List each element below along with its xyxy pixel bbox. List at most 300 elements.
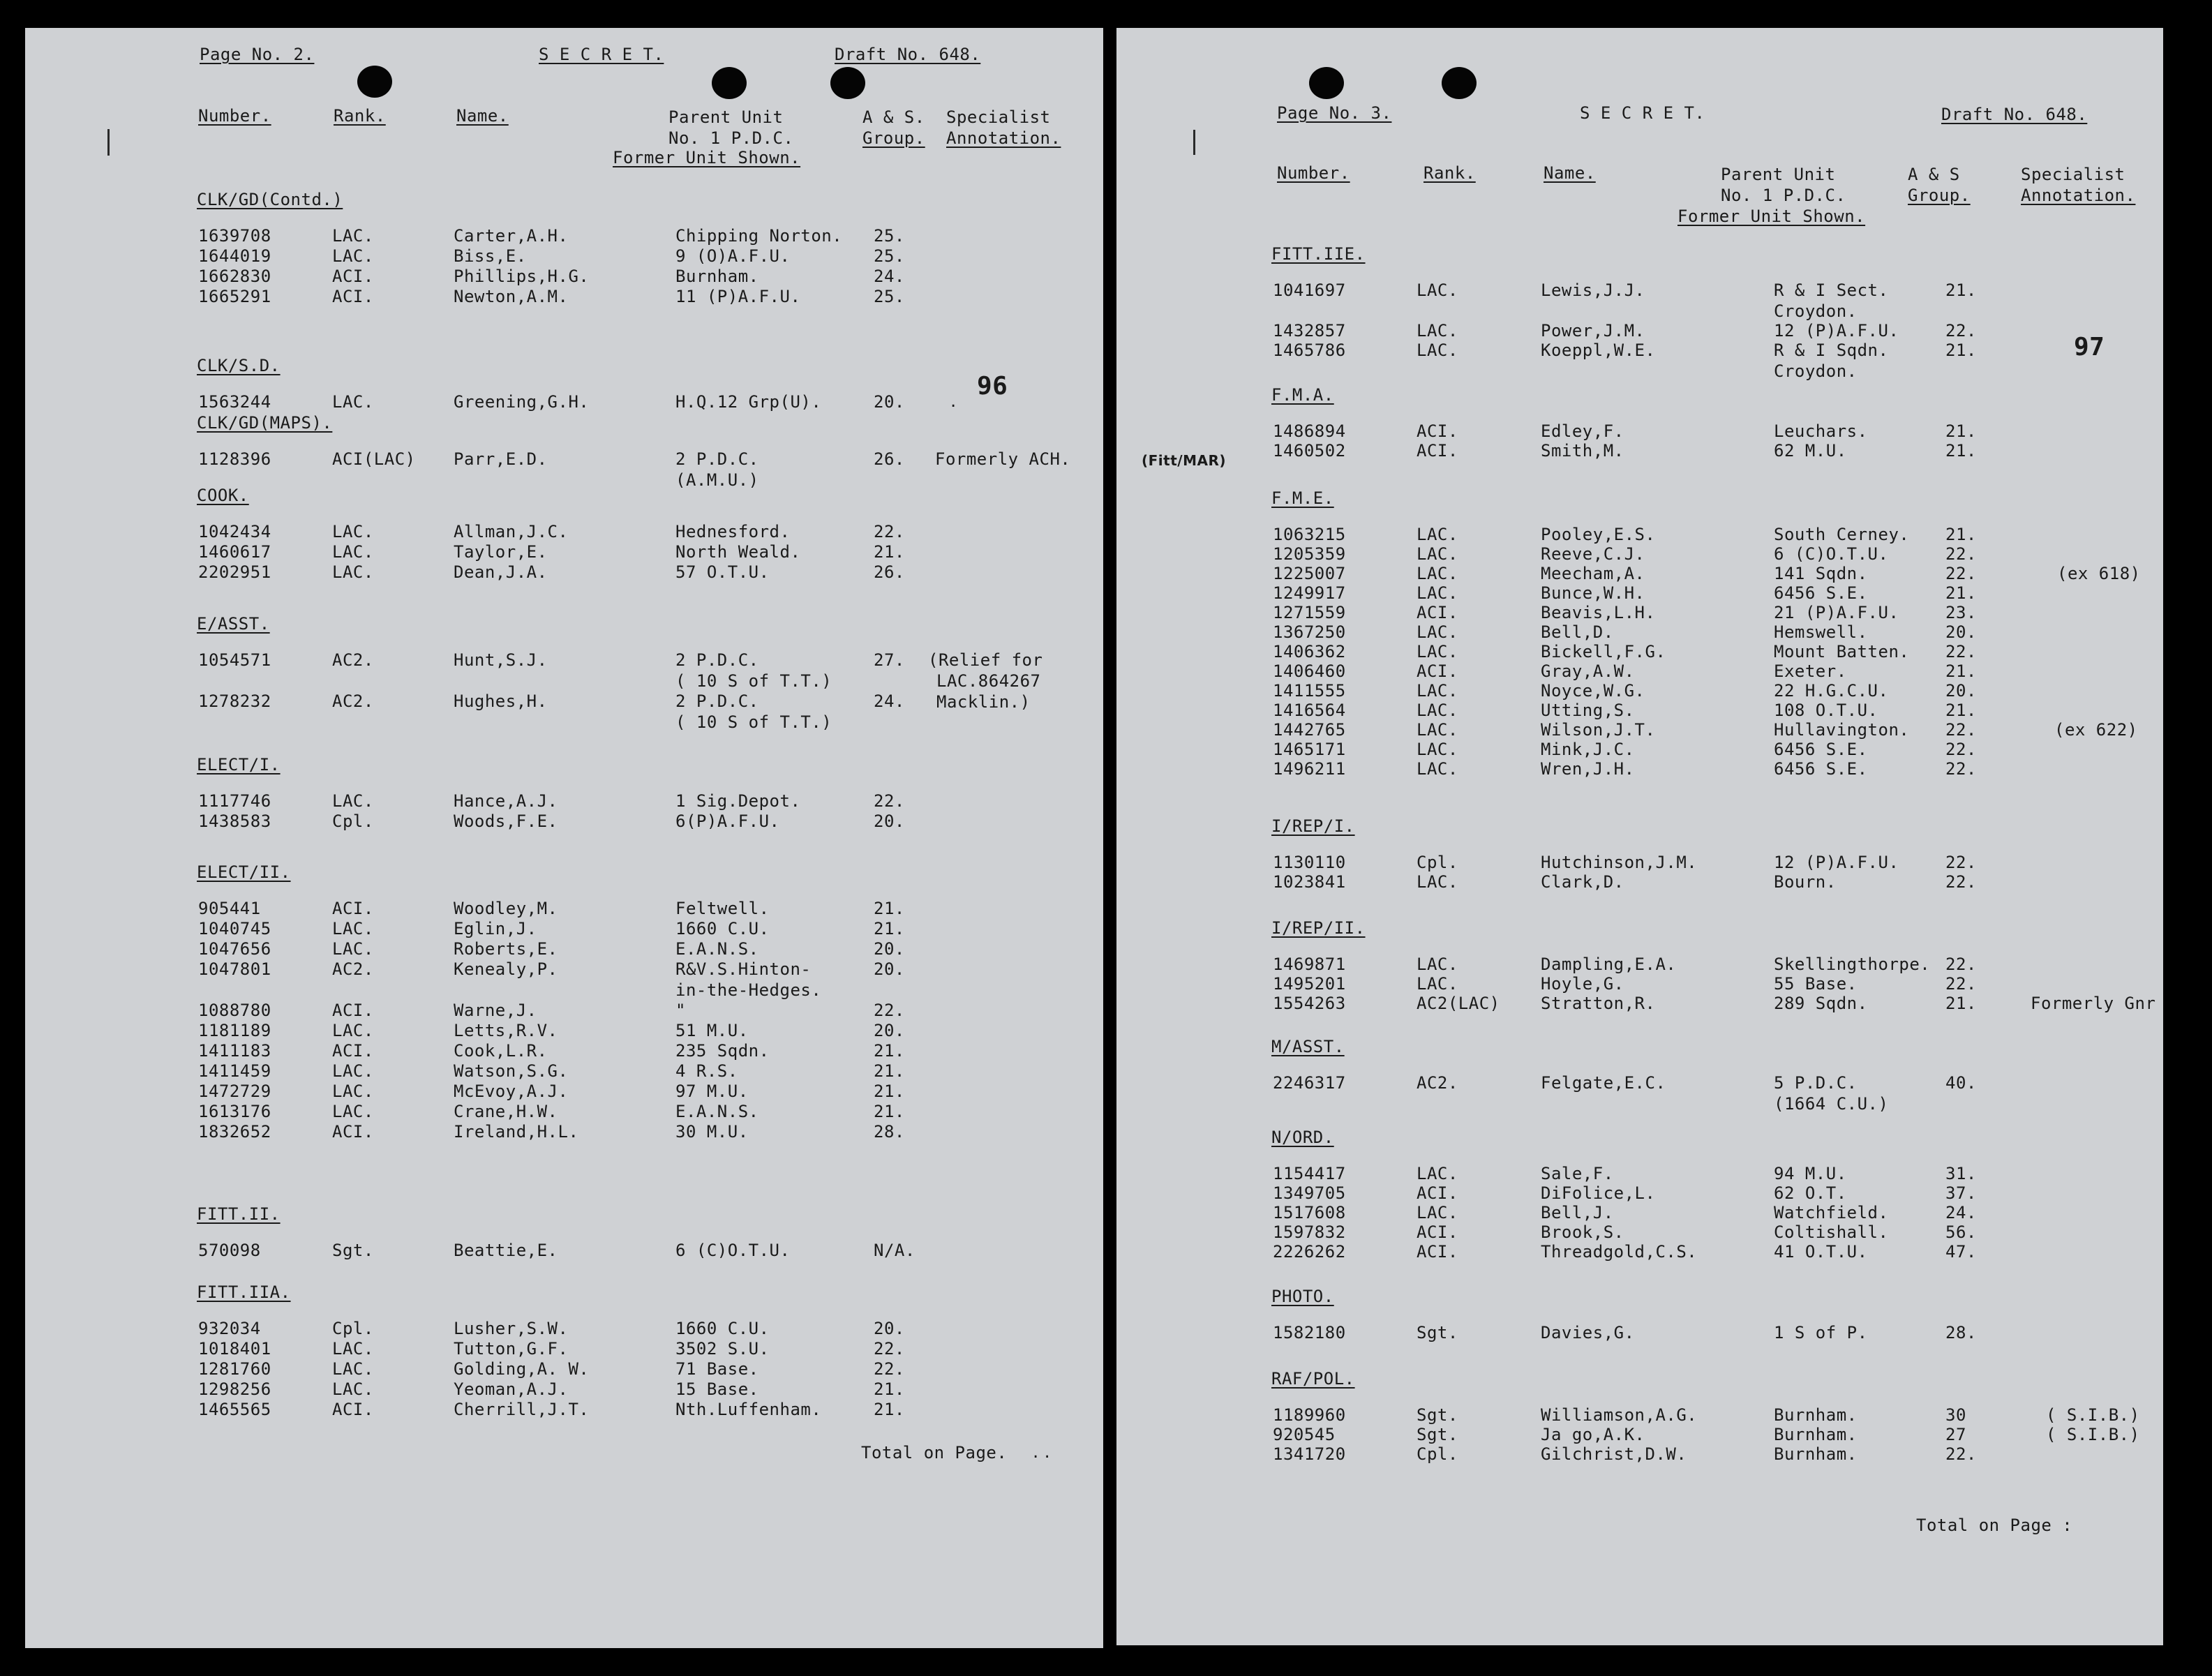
col-header-group: A & S: [1908, 165, 1960, 184]
airman-name: Parr,E.D.: [454, 449, 548, 469]
airman-name: Bell,D.: [1541, 622, 1614, 642]
as-group: 22.: [1945, 642, 1977, 661]
as-group: 21.: [1945, 994, 1977, 1013]
parent-unit: 62 O.T.: [1774, 1183, 1847, 1203]
service-number: 1047801: [198, 959, 271, 979]
parent-unit: 6456 S.E.: [1774, 740, 1868, 759]
as-group: 20.: [1945, 622, 1977, 642]
parent-unit: 15 Base.: [675, 1379, 759, 1399]
section-heading: F.M.E.: [1271, 488, 1334, 508]
airman-name: Eglin,J.: [454, 919, 537, 938]
rank: ACI.: [1417, 1242, 1458, 1262]
rank: AC2.: [1417, 1073, 1458, 1093]
as-group: 56.: [1945, 1222, 1977, 1242]
airman-name: Cook,L.R.: [454, 1041, 548, 1061]
parent-unit: Bourn.: [1774, 872, 1837, 892]
rank: LAC.: [1417, 1203, 1458, 1222]
airman-name: Hunt,S.J.: [454, 650, 548, 670]
parent-unit: 97 M.U.: [675, 1082, 749, 1101]
airman-name: Bunce,W.H.: [1541, 583, 1645, 603]
airman-name: Gilchrist,D.W.: [1541, 1444, 1687, 1464]
rank: LAC.: [1417, 525, 1458, 544]
col-header-group: Group.: [1908, 186, 1971, 205]
section-heading: F.M.A.: [1271, 385, 1334, 405]
parent-unit: 6(P)A.F.U.: [675, 811, 780, 831]
service-number: 570098: [198, 1241, 261, 1260]
parent-unit: 9 (O)A.F.U.: [675, 246, 791, 266]
handwritten-margin-note: (Fitt/MAR): [1142, 452, 1227, 469]
service-number: 1225007: [1273, 564, 1346, 583]
airman-name: Kenealy,P.: [454, 959, 558, 979]
col-header-specialist: Annotation.: [2021, 186, 2136, 205]
rank: ACI.: [1417, 441, 1458, 461]
rank: LAC.: [332, 522, 374, 541]
rank: LAC.: [1417, 583, 1458, 603]
section-heading: ELECT/II.: [197, 862, 291, 882]
parent-unit: E.A.N.S.: [675, 939, 759, 959]
parent-unit: 6456 S.E.: [1774, 583, 1868, 603]
service-number: 1411555: [1273, 681, 1346, 701]
service-number: 1465171: [1273, 740, 1346, 759]
airman-name: Smith,M.: [1541, 441, 1624, 461]
parent-unit: 11 (P)A.F.U.: [675, 287, 801, 306]
as-group: 26.: [874, 562, 905, 582]
service-number: 1042434: [198, 522, 271, 541]
parent-unit: 71 Base.: [675, 1359, 759, 1379]
parent-unit: ( 10 S of T.T.): [675, 671, 832, 691]
parent-unit: Hemswell.: [1774, 622, 1868, 642]
as-group: 24.: [874, 267, 905, 286]
rank: Cpl.: [1417, 1444, 1458, 1464]
as-group: 21.: [1945, 341, 1977, 360]
as-group: 27: [1945, 1425, 1966, 1444]
airman-name: Greening,G.H.: [454, 392, 590, 412]
col-header-number: Number.: [1277, 163, 1350, 183]
rank: LAC.: [332, 1359, 374, 1379]
parent-unit: Burnham.: [1774, 1444, 1858, 1464]
parent-unit: 30 M.U.: [675, 1122, 749, 1142]
parent-unit: 2 P.D.C.: [675, 449, 759, 469]
rank: LAC.: [1417, 720, 1458, 740]
airman-name: Beattie,E.: [454, 1241, 558, 1260]
service-number: 2246317: [1273, 1073, 1346, 1093]
rank: LAC.: [1417, 544, 1458, 564]
parent-unit: 6 (C)O.T.U.: [1774, 544, 1889, 564]
service-number: 1438583: [198, 811, 271, 831]
rank: LAC.: [1417, 564, 1458, 583]
as-group: 22.: [874, 1359, 905, 1379]
airman-name: Yeoman,A.J.: [454, 1379, 569, 1399]
as-group: 23.: [1945, 603, 1977, 622]
rank: ACI.: [332, 267, 374, 286]
parent-unit: 2 P.D.C.: [675, 691, 759, 711]
airman-name: Biss,E.: [454, 246, 527, 266]
airman-name: Power,J.M.: [1541, 321, 1645, 341]
parent-unit: 6456 S.E.: [1774, 759, 1868, 779]
rank: Sgt.: [332, 1241, 374, 1260]
col-header-specialist: Specialist: [2021, 165, 2125, 184]
parent-unit: Exeter.: [1774, 661, 1847, 681]
parent-unit: Burnham.: [1774, 1405, 1858, 1425]
as-group: 22.: [1945, 740, 1977, 759]
service-number: 1495201: [1273, 974, 1346, 994]
service-number: 1472729: [198, 1082, 271, 1101]
parent-unit: Nth.Luffenham.: [675, 1400, 822, 1419]
service-number: 1465565: [198, 1400, 271, 1419]
parent-unit: Feltwell.: [675, 899, 770, 918]
service-number: 932034: [198, 1319, 261, 1338]
airman-name: Taylor,E.: [454, 542, 548, 562]
parent-unit: ( 10 S of T.T.): [675, 712, 832, 732]
parent-unit: R & I Sqdn.: [1774, 341, 1889, 360]
col-header-rank: Rank.: [334, 106, 386, 126]
as-group: 24.: [874, 691, 905, 711]
as-group: 20.: [874, 811, 905, 831]
service-number: 1271559: [1273, 603, 1346, 622]
as-group: 40.: [1945, 1073, 1977, 1093]
airman-name: Tutton,G.F.: [454, 1339, 569, 1359]
section-heading: CLK/GD(MAPS).: [197, 413, 333, 433]
service-number: 920545: [1273, 1425, 1336, 1444]
as-group: 21.: [1945, 525, 1977, 544]
service-number: 1406460: [1273, 661, 1346, 681]
airman-name: Hutchinson,J.M.: [1541, 853, 1698, 872]
airman-name: Hughes,H.: [454, 691, 548, 711]
rank: LAC.: [332, 1021, 374, 1040]
as-group: 25.: [874, 287, 905, 306]
specialist-annotation: Formerly ACH.: [935, 449, 1071, 469]
specialist-annotation: ( S.I.B.): [2046, 1405, 2140, 1425]
rank: LAC.: [332, 1082, 374, 1101]
right-document-page: [1116, 28, 2163, 1645]
parent-unit: E.A.N.S.: [675, 1102, 759, 1121]
parent-unit: 41 O.T.U.: [1774, 1242, 1868, 1262]
service-number: 1597832: [1273, 1222, 1346, 1242]
as-group: 22.: [1945, 974, 1977, 994]
rank: LAC.: [332, 1339, 374, 1359]
airman-name: Warne,J.: [454, 1001, 537, 1020]
col-header-number: Number.: [198, 106, 271, 126]
parent-unit: 94 M.U.: [1774, 1164, 1847, 1183]
parent-unit: 1660 C.U.: [675, 919, 770, 938]
airman-name: Threadgold,C.S.: [1541, 1242, 1698, 1262]
rank: AC2.: [332, 959, 374, 979]
airman-name: Edley,F.: [1541, 421, 1624, 441]
rank: ACI.: [332, 1001, 374, 1020]
service-number: 1367250: [1273, 622, 1346, 642]
page-total-label: Total on Page.: [861, 1443, 1008, 1462]
service-number: 1442765: [1273, 720, 1346, 740]
service-number: 905441: [198, 899, 261, 918]
airman-name: Davies,G.: [1541, 1323, 1635, 1342]
parent-unit: 62 M.U.: [1774, 441, 1847, 461]
parent-unit: Hednesford.: [675, 522, 791, 541]
rank: ACI.: [1417, 661, 1458, 681]
parent-unit: 289 Sqdn.: [1774, 994, 1868, 1013]
airman-name: Clark,D.: [1541, 872, 1624, 892]
service-number: 1613176: [198, 1102, 271, 1121]
section-heading: COOK.: [197, 486, 249, 505]
col-header-parent: No. 1 P.D.C.: [1721, 186, 1846, 205]
parent-unit: 1 Sig.Depot.: [675, 791, 801, 811]
parent-unit: Burnham.: [675, 267, 759, 286]
folio-number: 96: [977, 372, 1008, 401]
parent-unit: (A.M.U.): [675, 470, 759, 490]
airman-name: Hance,A.J.: [454, 791, 558, 811]
airman-name: Newton,A.M.: [454, 287, 569, 306]
col-header-parent: Former Unit Shown.: [1677, 207, 1866, 226]
rank: ACI.: [332, 1041, 374, 1061]
draft-number: Draft No. 648.: [1941, 105, 2088, 124]
as-group: 21.: [874, 1082, 905, 1101]
parent-unit: Croydon.: [1774, 361, 1858, 381]
service-number: 1088780: [198, 1001, 271, 1020]
parent-unit: 6 (C)O.T.U.: [675, 1241, 791, 1260]
rank: AC2.: [332, 650, 374, 670]
rank: LAC.: [332, 939, 374, 959]
parent-unit: Coltishall.: [1774, 1222, 1889, 1242]
airman-name: Ja go,A.K.: [1541, 1425, 1645, 1444]
rank: LAC.: [1417, 740, 1458, 759]
rank: ACI(LAC): [332, 449, 416, 469]
as-group: 22.: [874, 522, 905, 541]
section-heading: I/REP/I.: [1271, 816, 1355, 836]
rank: LAC.: [332, 246, 374, 266]
airman-name: Stratton,R.: [1541, 994, 1656, 1013]
section-heading: RAF/POL.: [1271, 1369, 1355, 1389]
as-group: 22.: [874, 791, 905, 811]
section-heading: CLK/GD(Contd.): [197, 190, 343, 209]
as-group: 27.: [874, 650, 905, 670]
rank: ACI.: [1417, 1222, 1458, 1242]
service-number: 1644019: [198, 246, 271, 266]
rank: ACI.: [1417, 1183, 1458, 1203]
as-group: 21.: [1945, 661, 1977, 681]
rank: LAC.: [332, 919, 374, 938]
airman-name: Lusher,S.W.: [454, 1319, 569, 1338]
col-header-group: Group.: [862, 128, 925, 148]
rank: LAC.: [1417, 341, 1458, 360]
as-group: 21.: [874, 1400, 905, 1419]
as-group: 21.: [1945, 421, 1977, 441]
as-group: 20.: [874, 1021, 905, 1040]
col-header-name: Name.: [1544, 163, 1596, 183]
section-heading: I/REP/II.: [1271, 918, 1366, 938]
draft-number: Draft No. 648.: [835, 45, 981, 64]
airman-name: Crane,H.W.: [454, 1102, 558, 1121]
service-number: 1249917: [1273, 583, 1346, 603]
parent-unit: 22 H.G.C.U.: [1774, 681, 1889, 701]
parent-unit: Hullavington.: [1774, 720, 1910, 740]
as-group: 20.: [874, 1319, 905, 1338]
rank: LAC.: [332, 1102, 374, 1121]
as-group: 20.: [874, 959, 905, 979]
classification: S E C R E T.: [1580, 103, 1705, 123]
ink-dot: .: [950, 391, 957, 412]
rank: ACI.: [332, 1400, 374, 1419]
as-group: 21.: [874, 899, 905, 918]
airman-name: Watson,S.G.: [454, 1061, 569, 1081]
col-header-specialist: Annotation.: [946, 128, 1061, 148]
parent-unit: Mount Batten.: [1774, 642, 1910, 661]
as-group: 22.: [1945, 1444, 1977, 1464]
rank: AC2(LAC): [1417, 994, 1500, 1013]
service-number: 1128396: [198, 449, 271, 469]
col-header-parent: Former Unit Shown.: [613, 148, 801, 167]
as-group: 20.: [874, 939, 905, 959]
as-group: 31.: [1945, 1164, 1977, 1183]
specialist-annotation: Macklin.): [936, 692, 1031, 712]
service-number: 1281760: [198, 1359, 271, 1379]
rank: ACI.: [1417, 603, 1458, 622]
service-number: 1406362: [1273, 642, 1346, 661]
airman-name: Roberts,E.: [454, 939, 558, 959]
airman-name: Dampling,E.A.: [1541, 955, 1677, 974]
as-group: 22.: [1945, 564, 1977, 583]
classification: S E C R E T.: [539, 45, 664, 64]
as-group: 22.: [1945, 955, 1977, 974]
airman-name: Wilson,J.T.: [1541, 720, 1656, 740]
service-number: 1041697: [1273, 280, 1346, 300]
service-number: 1639708: [198, 226, 271, 246]
as-group: 26.: [874, 449, 905, 469]
service-number: 1517608: [1273, 1203, 1346, 1222]
airman-name: Ireland,H.L.: [454, 1122, 579, 1142]
specialist-annotation: (ex 622): [2054, 720, 2138, 740]
parent-unit: Chipping Norton.: [675, 226, 843, 246]
col-header-rank: Rank.: [1423, 163, 1476, 183]
service-number: 1486894: [1273, 421, 1346, 441]
service-number: 1411183: [198, 1041, 271, 1061]
parent-unit: ": [675, 1001, 686, 1020]
col-header-parent: No. 1 P.D.C.: [668, 128, 794, 148]
as-group: 21.: [1945, 701, 1977, 720]
pencil-mark: [107, 129, 110, 156]
service-number: 1496211: [1273, 759, 1346, 779]
punch-hole: [1442, 67, 1477, 99]
page-number: Page No. 2.: [200, 45, 315, 64]
rank: LAC.: [1417, 321, 1458, 341]
service-number: 1554263: [1273, 994, 1346, 1013]
rank: LAC.: [1417, 1164, 1458, 1183]
airman-name: Williamson,A.G.: [1541, 1405, 1698, 1425]
airman-name: Brook,S.: [1541, 1222, 1624, 1242]
as-group: 22.: [874, 1339, 905, 1359]
service-number: 1460617: [198, 542, 271, 562]
airman-name: Reeve,C.J.: [1541, 544, 1645, 564]
service-number: 1662830: [198, 267, 271, 286]
rank: LAC.: [332, 562, 374, 582]
pencil-mark: [1193, 130, 1195, 155]
section-heading: FITT.II.: [197, 1204, 281, 1224]
airman-name: Sale,F.: [1541, 1164, 1614, 1183]
specialist-annotation: Formerly Gnr: [2031, 994, 2156, 1013]
airman-name: Allman,J.C.: [454, 522, 569, 541]
specialist-annotation: LAC.864267: [936, 671, 1041, 691]
service-number: 1278232: [198, 691, 271, 711]
service-number: 1432857: [1273, 321, 1346, 341]
service-number: 1460502: [1273, 441, 1346, 461]
section-heading: FITT.IIE.: [1271, 244, 1366, 264]
as-group: 21.: [874, 919, 905, 938]
service-number: 1018401: [198, 1339, 271, 1359]
punch-hole: [830, 67, 865, 99]
rank: AC2.: [332, 691, 374, 711]
rank: LAC.: [1417, 280, 1458, 300]
rank: ACI.: [1417, 421, 1458, 441]
airman-name: Noyce,W.G.: [1541, 681, 1645, 701]
rank: LAC.: [332, 542, 374, 562]
rank: LAC.: [1417, 622, 1458, 642]
col-header-specialist: Specialist: [946, 107, 1051, 127]
rank: ACI.: [332, 899, 374, 918]
as-group: 21.: [1945, 583, 1977, 603]
folio-number: 97: [2074, 333, 2105, 361]
as-group: 28.: [874, 1122, 905, 1142]
as-group: 21.: [1945, 441, 1977, 461]
as-group: 22.: [1945, 759, 1977, 779]
service-number: 1411459: [198, 1061, 271, 1081]
as-group: 21.: [874, 1102, 905, 1121]
service-number: 1563244: [198, 392, 271, 412]
airman-name: DiFolice,L.: [1541, 1183, 1656, 1203]
as-group: 25.: [874, 226, 905, 246]
parent-unit: Skellingthorpe.: [1774, 955, 1931, 974]
airman-name: Dean,J.A.: [454, 562, 548, 582]
as-group: 22.: [1945, 544, 1977, 564]
parent-unit: Watchfield.: [1774, 1203, 1889, 1222]
service-number: 1047656: [198, 939, 271, 959]
airman-name: Bickell,F.G.: [1541, 642, 1666, 661]
rank: ACI.: [332, 1122, 374, 1142]
rank: LAC.: [332, 791, 374, 811]
service-number: 1054571: [198, 650, 271, 670]
parent-unit: 57 O.T.U.: [675, 562, 770, 582]
airman-name: Cherrill,J.T.: [454, 1400, 590, 1419]
parent-unit: 108 O.T.U.: [1774, 701, 1878, 720]
rank: ACI.: [332, 287, 374, 306]
airman-name: Bell,J.: [1541, 1203, 1614, 1222]
parent-unit: 141 Sqdn.: [1774, 564, 1868, 583]
as-group: 28.: [1945, 1323, 1977, 1342]
as-group: 22.: [1945, 853, 1977, 872]
rank: LAC.: [1417, 955, 1458, 974]
as-group: 37.: [1945, 1183, 1977, 1203]
parent-unit: 1 S of P.: [1774, 1323, 1868, 1342]
parent-unit: R & I Sect.: [1774, 280, 1889, 300]
rank: Cpl.: [332, 811, 374, 831]
airman-name: Carter,A.H.: [454, 226, 569, 246]
specialist-annotation: (ex 618): [2057, 564, 2141, 583]
parent-unit: H.Q.12 Grp(U).: [675, 392, 822, 412]
airman-name: Gray,A.W.: [1541, 661, 1635, 681]
col-header-parent: Parent Unit: [1721, 165, 1836, 184]
service-number: 1469871: [1273, 955, 1346, 974]
parent-unit: Croydon.: [1774, 301, 1858, 321]
as-group: 21.: [1945, 280, 1977, 300]
specialist-annotation: ( S.I.B.): [2046, 1425, 2140, 1444]
as-group: 24.: [1945, 1203, 1977, 1222]
rank: LAC.: [1417, 701, 1458, 720]
service-number: 1063215: [1273, 525, 1346, 544]
airman-name: Felgate,E.C.: [1541, 1073, 1666, 1093]
rank: LAC.: [1417, 974, 1458, 994]
punch-hole: [357, 66, 392, 98]
punch-hole: [1309, 67, 1344, 99]
airman-name: Pooley,E.S.: [1541, 525, 1656, 544]
as-group: 20.: [1945, 681, 1977, 701]
parent-unit: (1664 C.U.): [1774, 1094, 1889, 1114]
